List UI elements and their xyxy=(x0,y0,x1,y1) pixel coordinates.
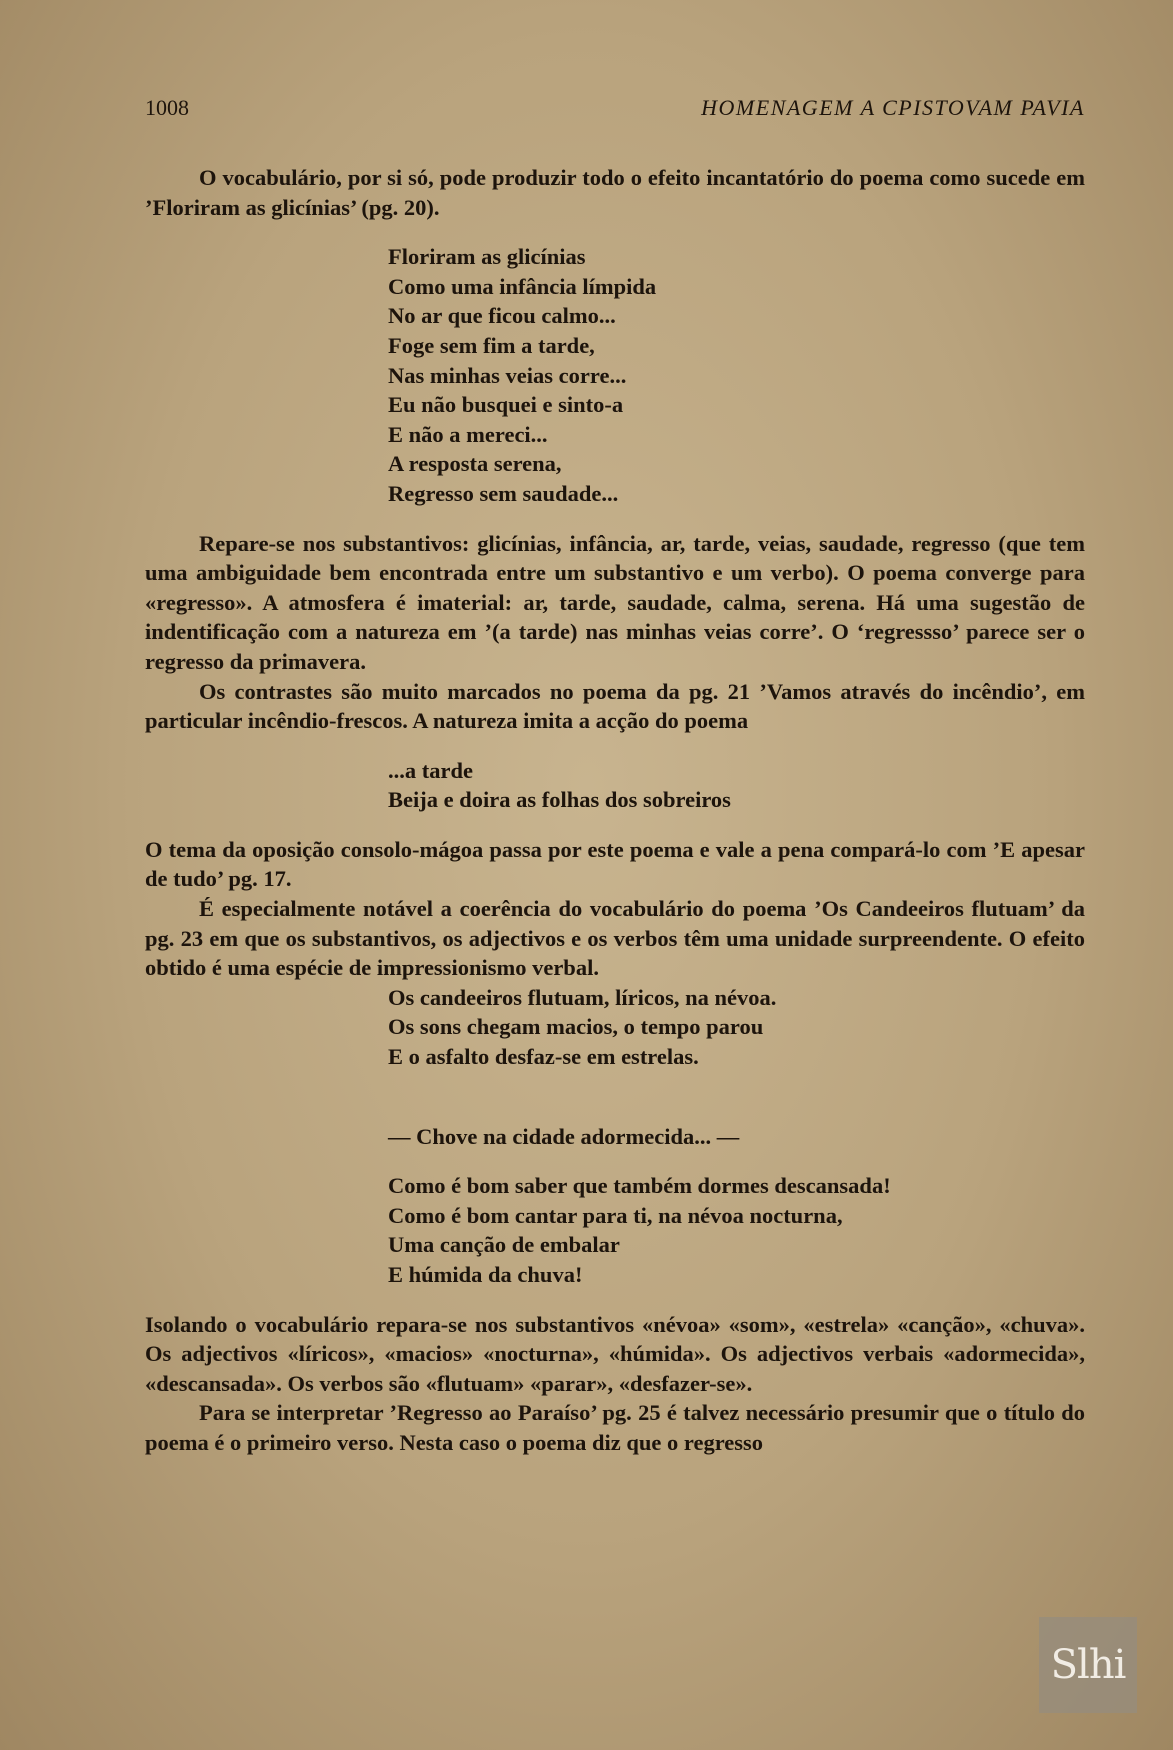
verse-line: Como é bom saber que também dormes descansada! xyxy=(388,1173,891,1199)
running-title: HOMENAGEM A CPISTOVAM PAVIA xyxy=(701,95,1085,120)
paragraph-substantivos: Repare-se nos substantivos: glicínias, infância, ar, tarde, veias, saudade, regresso (que tem uma ambiguidade bem encontrada entre um substantivo e um verbo). O poema converge para «regresso». A atmosfera é imaterial: ar, tarde, saudade, calma, serena. Há uma sugestão de indentificação com a natureza em ’(a tarde) nas minhas veias corre’. O ‘regressso’ parece ser o regresso da primavera. xyxy=(145,530,1085,674)
poem-floriram-as-glicinias xyxy=(388,242,1085,508)
verse-line: E húmida da chuva! xyxy=(388,1262,583,1287)
verse-line: — Chove na cidade adormecida... — xyxy=(388,1123,740,1149)
verse-line: No ar que ficou calmo... xyxy=(388,303,616,329)
verse-line: Foge sem fim a tarde, xyxy=(388,332,595,358)
document-page xyxy=(145,95,1085,1458)
poem-quote-a-tarde xyxy=(388,756,1085,815)
verse-line: Eu não busquei e sinto-a xyxy=(388,392,624,418)
page-number: 1008 xyxy=(145,95,189,120)
verse-line: ...a tarde xyxy=(388,757,473,783)
paragraph-consolo-magoa: O tema da oposição consolo-mágoa passa por este poema e vale a pena compará-lo com ’E apesar de tudo’ pg. 17. xyxy=(145,836,1085,892)
library-logo: Slhi xyxy=(1039,1617,1137,1713)
verse-line: Como é bom cantar para ti, na névoa nocturna, xyxy=(388,1202,843,1228)
verse-line: A resposta serena, xyxy=(388,451,562,477)
poem-candeeiros-stanza-1 xyxy=(388,983,1085,1072)
verse-line: E o asfalto desfaz-se em estrelas. xyxy=(388,1044,699,1070)
paragraph-intro: O vocabulário, por si só, pode produzir todo o efeito incantatório do poema como sucede em ’Floriram as glicínias’ (pg. 20). xyxy=(145,165,1085,220)
paragraph-isolando: Isolando o vocabulário repara-se nos substantivos «névoa» «som», «estrela» «canção», «chuva». Os adjectivos «líricos», «macios» «nocturna», «húmida». Os adjectivos verbais «adormecida», «descansada». Os verbos são «flutuam» «parar», «desfazer-se». xyxy=(145,1311,1085,1396)
verse-line: Os sons chegam macios, o tempo parou xyxy=(388,1014,764,1040)
paragraph-regresso-ao-paraiso: Para se interpretar ’Regresso ao Paraíso’ pg. 25 é talvez necessário presumir que o título do poema é o primeiro verso. Nesta caso o poema diz que o regresso xyxy=(145,1400,1085,1455)
paragraph-candeeiros: É especialmente notável a coerência do vocabulário do poema ’Os Candeeiros flutuam’ da pg. 23 em que os substantivos, os adjectivos e os verbos têm uma unidade surpreendente. O efeito obtido é uma espécie de impressionismo verbal. xyxy=(145,896,1085,981)
verse-line: Beija e doira as folhas dos sobreiros xyxy=(388,787,731,813)
verse-line: Como uma infância límpida xyxy=(388,273,657,299)
verse-line: Uma canção de embalar xyxy=(388,1232,620,1258)
poem-candeeiros-refrain xyxy=(388,1122,1085,1152)
verse-line: Floriram as glicínias xyxy=(388,244,586,270)
verse-line: Os candeeiros flutuam, líricos, na névoa. xyxy=(388,984,777,1010)
paragraph-contrastes: Os contrastes são muito marcados no poema da pg. 21 ’Vamos através do incêndio’, em particular incêndio-frescos. A natureza imita a acção do poema xyxy=(145,678,1085,734)
poem-candeeiros-stanza-2 xyxy=(388,1171,1085,1289)
verse-line: E não a mereci... xyxy=(388,421,548,447)
page-header xyxy=(145,95,1085,139)
verse-line: Regresso sem saudade... xyxy=(388,480,619,506)
verse-line: Nas minhas veias corre... xyxy=(388,362,627,388)
